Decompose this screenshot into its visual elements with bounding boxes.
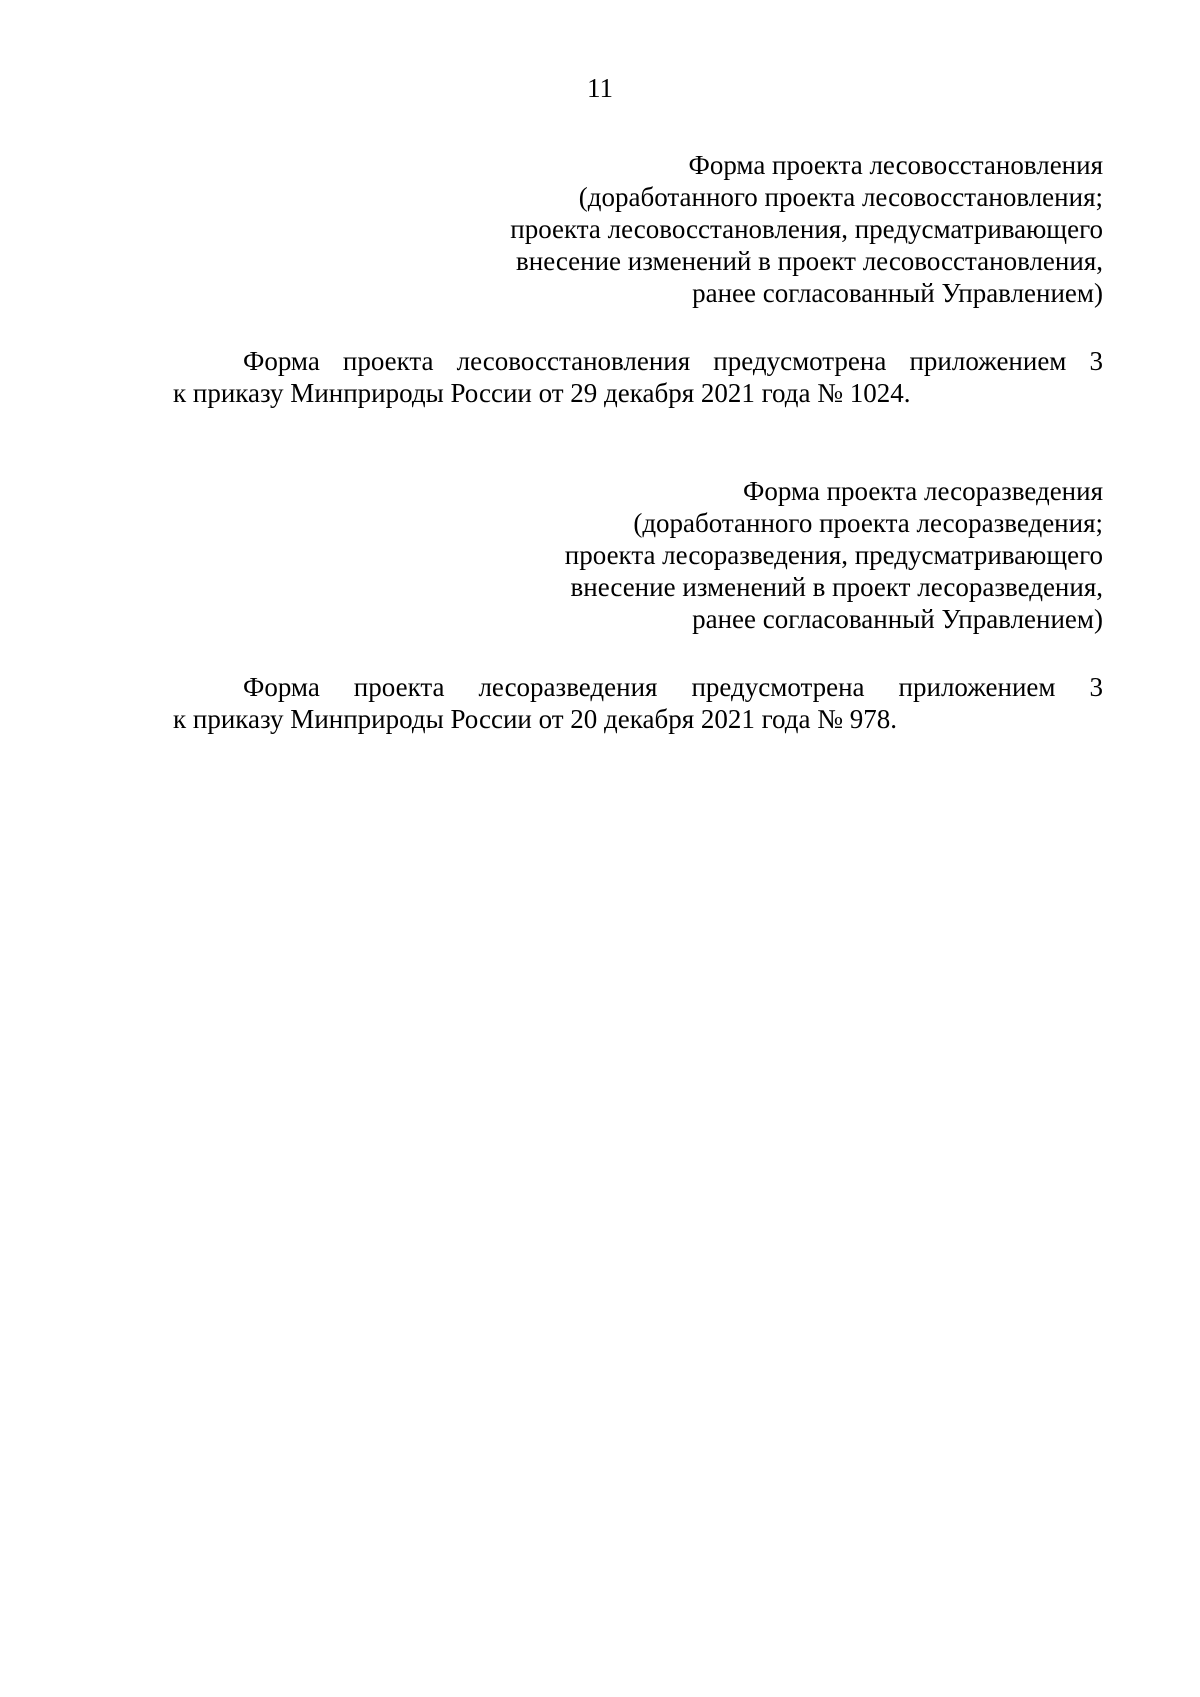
page-number: 11 <box>587 73 613 103</box>
section-2-paragraph <box>173 671 1103 735</box>
section-1-paragraph <box>173 345 1103 409</box>
section-1-heading <box>203 149 1103 309</box>
section-1-heading-line: ранее согласованный Управлением) <box>692 278 1103 308</box>
section-2-paragraph-line: Форма проекта лесоразведения предусмотрена приложением 3 <box>243 672 1103 702</box>
section-1-heading-line: (доработанного проекта лесовосстановления; <box>578 182 1103 212</box>
section-1-paragraph-line: Форма проекта лесовосстановления предусмотрена приложением 3 <box>243 346 1103 376</box>
section-2-heading-line: Форма проекта лесоразведения <box>743 476 1103 506</box>
section-1-paragraph-line: к приказу Минприроды России от 29 декабря 2021 года № 1024. <box>173 378 911 408</box>
section-1-heading-line: Форма проекта лесовосстановления <box>688 150 1103 180</box>
section-2-heading-line: (доработанного проекта лесоразведения; <box>633 508 1103 538</box>
section-2-paragraph-line: к приказу Минприроды России от 20 декабря 2021 года № 978. <box>173 704 897 734</box>
section-2-heading-line: ранее согласованный Управлением) <box>692 604 1103 634</box>
section-1-heading-line: внесение изменений в проект лесовосстановления, <box>516 246 1103 276</box>
section-1-heading-line: проекта лесовосстановления, предусматривающего <box>510 214 1103 244</box>
section-2-heading <box>203 475 1103 635</box>
section-2-heading-line: проекта лесоразведения, предусматривающего <box>564 540 1103 570</box>
section-2-heading-line: внесение изменений в проект лесоразведения, <box>570 572 1103 602</box>
